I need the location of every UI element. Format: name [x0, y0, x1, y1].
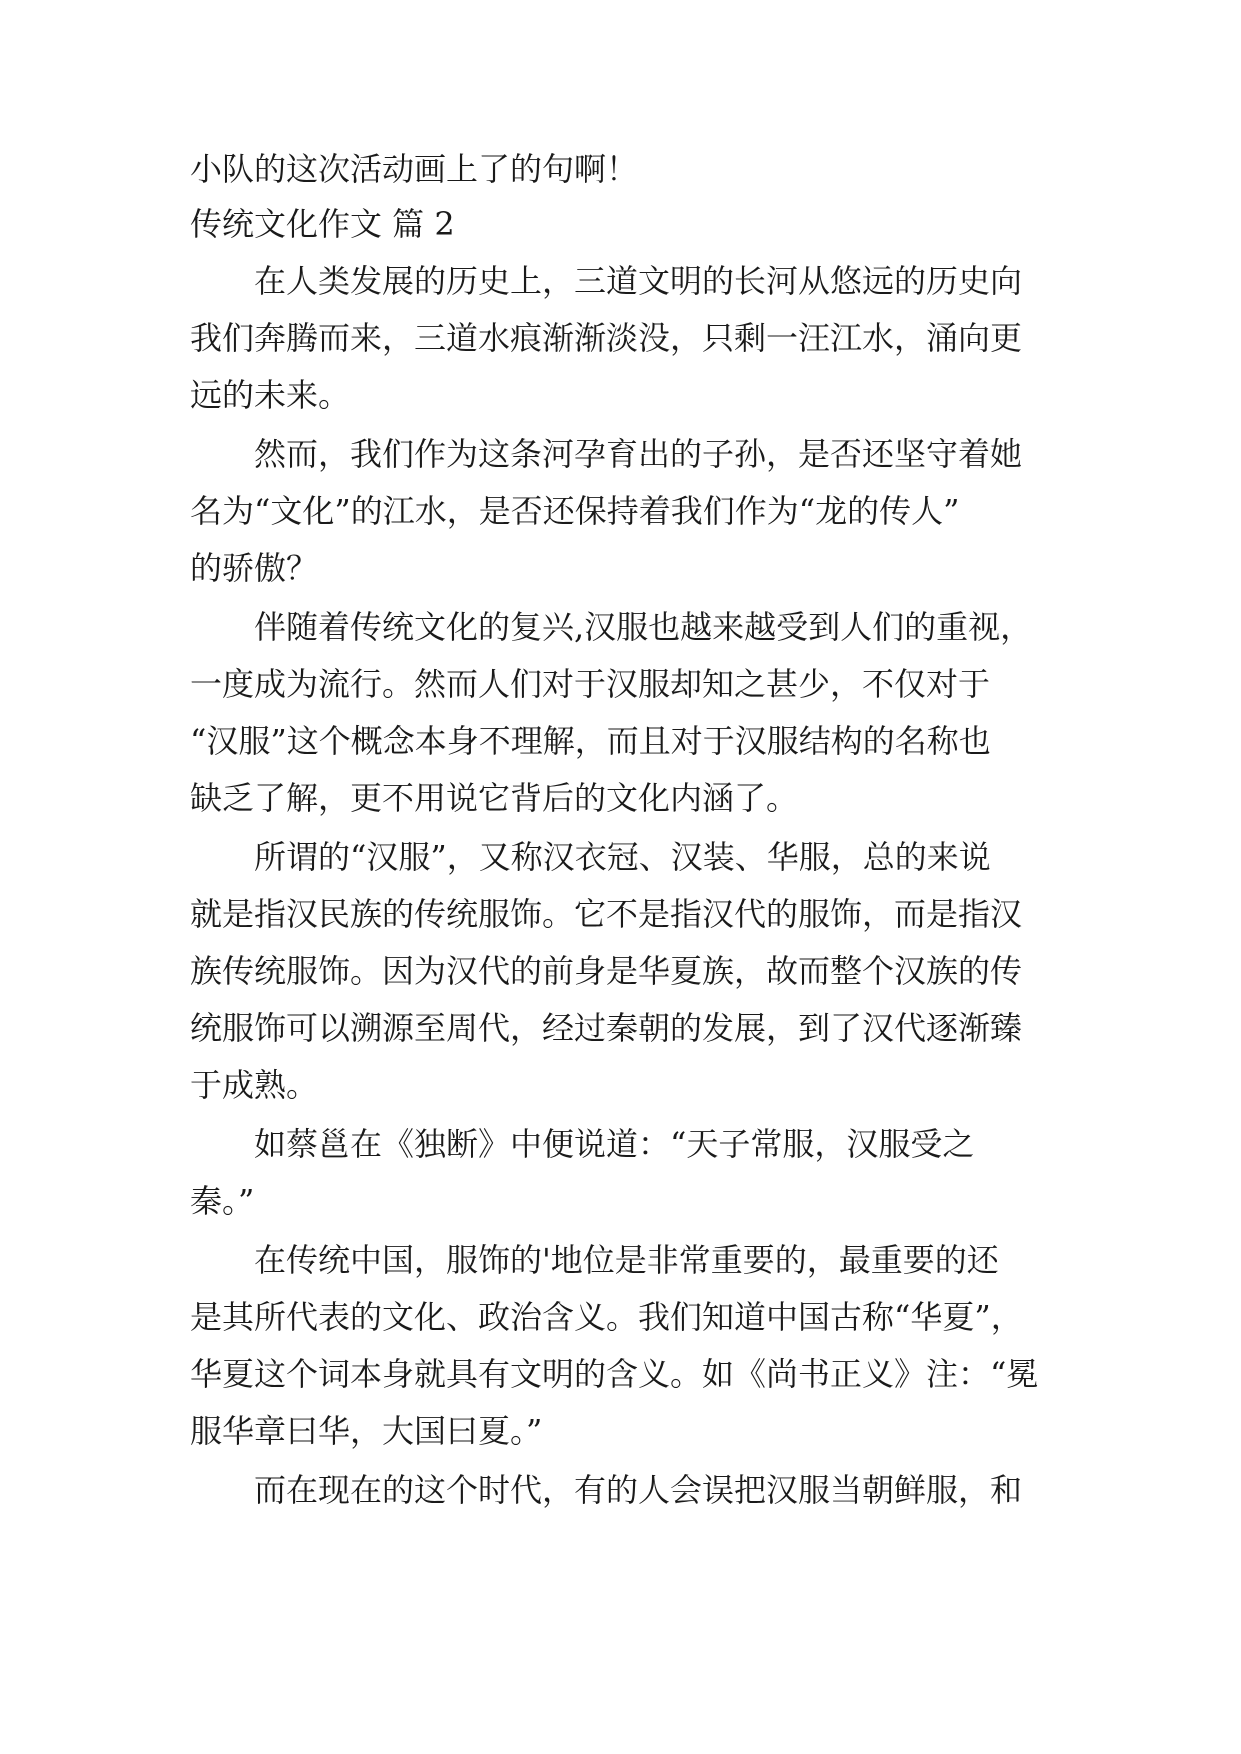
paragraph-line: 的骄傲？ [190, 549, 319, 587]
paragraph-line: 一度成为流行。然而人们对于汉服却知之甚少，不仅对于 [190, 665, 991, 703]
paragraph-line: 秦。” [190, 1182, 255, 1220]
paragraph-line: 名为“文化”的江水，是否还保持着我们作为“龙的传人” [190, 492, 960, 530]
paragraph-line: 我们奔腾而来，三道水痕渐渐淡没，只剩一汪江水，涌向更 [190, 319, 1023, 357]
section-heading: 传统文化作文 篇 2 [190, 205, 455, 243]
paragraph-line: “汉服”这个概念本身不理解，而且对于汉服结构的名称也 [190, 722, 991, 760]
paragraph-line: 族传统服饰。因为汉代的前身是华夏族，故而整个汉族的传 [190, 952, 1023, 990]
paragraph-line: 在人类发展的历史上，三道文明的长河从悠远的历史向 [254, 262, 1023, 300]
paragraph-line: 是其所代表的文化、政治含义。我们知道中国古称“华夏”， [190, 1298, 1023, 1336]
paragraph-line: 如蔡邕在《独断》中便说道：“天子常服，汉服受之 [254, 1125, 975, 1163]
paragraph-line: 而在现在的这个时代，有的人会误把汉服当朝鲜服，和 [254, 1471, 1023, 1509]
paragraph-line: 华夏这个词本身就具有文明的含义。如《尚书正义》注：“冕 [190, 1355, 1039, 1393]
text-line: 小队的这次活动画上了的句啊！ [190, 150, 639, 188]
paragraph-line: 然而，我们作为这条河孕育出的子孙，是否还坚守着她 [254, 435, 1023, 473]
paragraph-line: 所谓的“汉服”，又称汉衣冠、汉装、华服，总的来说 [254, 838, 991, 876]
paragraph-line: 于成熟。 [190, 1066, 319, 1104]
paragraph-line: 缺乏了解，更不用说它背后的文化内涵了。 [190, 779, 799, 817]
paragraph-line: 伴随着传统文化的复兴,汉服也越来越受到人们的重视， [254, 608, 1033, 646]
paragraph-line: 远的未来。 [190, 376, 351, 414]
paragraph-line: 就是指汉民族的传统服饰。它不是指汉代的服饰，而是指汉 [190, 895, 1023, 933]
paragraph-line: 服华章曰华，大国曰夏。” [190, 1412, 543, 1450]
paragraph-line: 统服饰可以溯源至周代，经过秦朝的发展，到了汉代逐渐臻 [190, 1009, 1023, 1047]
paragraph-line: 在传统中国，服饰的'地位是非常重要的，最重要的还 [254, 1241, 999, 1279]
